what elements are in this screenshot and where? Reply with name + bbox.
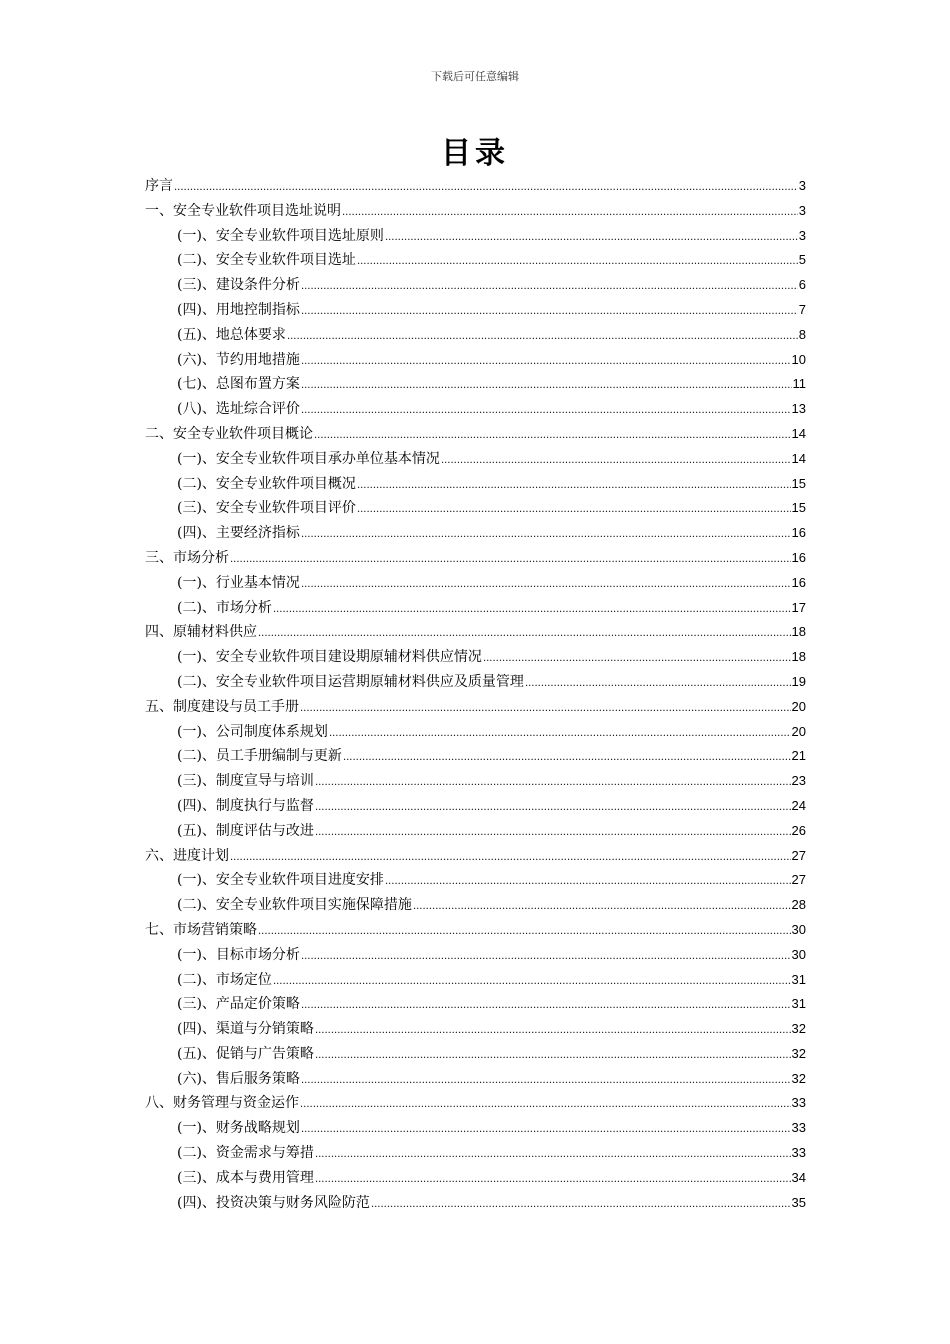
toc-dot-leader xyxy=(301,374,792,399)
toc-entry-label: (七)、总图布置方案 xyxy=(177,376,300,393)
toc-entry-label: 六、进度计划 xyxy=(145,847,229,864)
toc-entry-label: (六)、节约用地措施 xyxy=(177,351,300,368)
toc-chapter-entry[interactable] xyxy=(145,695,806,720)
toc-section-entry[interactable] xyxy=(145,224,806,249)
toc-section-entry[interactable] xyxy=(145,348,806,373)
toc-entry-label: (二)、安全专业软件项目运营期原辅材料供应及质量管理 xyxy=(177,673,524,690)
toc-page-number: 31 xyxy=(791,996,806,1012)
toc-chapter-entry[interactable] xyxy=(145,844,806,869)
toc-page-number: 14 xyxy=(791,450,806,466)
toc-dot-leader xyxy=(441,449,791,474)
toc-page-number: 11 xyxy=(792,376,806,392)
toc-page-number: 32 xyxy=(791,1045,806,1061)
toc-section-entry[interactable] xyxy=(145,744,806,769)
toc-entry-label: (八)、选址综合评价 xyxy=(177,401,300,418)
toc-dot-leader xyxy=(301,945,791,970)
toc-page-number: 3 xyxy=(798,227,806,243)
toc-dot-leader xyxy=(315,1168,791,1193)
toc-section-entry[interactable] xyxy=(145,992,806,1017)
toc-dot-leader xyxy=(315,796,791,821)
toc-section-entry[interactable] xyxy=(145,248,806,273)
toc-section-entry[interactable] xyxy=(145,571,806,596)
toc-chapter-entry[interactable] xyxy=(145,1091,806,1116)
toc-section-entry[interactable] xyxy=(145,1191,806,1216)
toc-dot-leader xyxy=(301,994,791,1019)
toc-chapter-entry[interactable] xyxy=(145,546,806,571)
toc-page-number: 21 xyxy=(791,748,806,764)
toc-chapter-entry[interactable] xyxy=(145,199,806,224)
toc-entry-label: (二)、安全专业软件项目概况 xyxy=(177,475,356,492)
toc-section-entry[interactable] xyxy=(145,769,806,794)
toc-section-entry[interactable] xyxy=(145,1017,806,1042)
toc-dot-leader xyxy=(385,226,798,251)
toc-dot-leader xyxy=(301,1118,791,1143)
toc-dot-leader xyxy=(342,201,798,226)
toc-section-entry[interactable] xyxy=(145,372,806,397)
toc-page-number: 5 xyxy=(798,252,806,268)
toc-page-number: 32 xyxy=(791,1070,806,1086)
toc-section-entry[interactable] xyxy=(145,273,806,298)
toc-page-number: 33 xyxy=(791,1145,806,1161)
toc-section-entry[interactable] xyxy=(145,1166,806,1191)
toc-section-entry[interactable] xyxy=(145,447,806,472)
toc-section-entry[interactable] xyxy=(145,472,806,497)
toc-section-entry[interactable] xyxy=(145,819,806,844)
toc-entry-label: (三)、产品定价策略 xyxy=(177,996,300,1013)
toc-dot-leader xyxy=(301,1069,791,1094)
toc-section-entry[interactable] xyxy=(145,1067,806,1092)
toc-page-number: 30 xyxy=(791,946,806,962)
toc-page-number: 32 xyxy=(791,1021,806,1037)
toc-page-number: 16 xyxy=(791,549,806,565)
toc-entry-label: (二)、员工手册编制与更新 xyxy=(177,748,342,765)
toc-entry-label: 一、安全专业软件项目选址说明 xyxy=(145,202,341,219)
toc-page-number: 28 xyxy=(791,897,806,913)
toc-page-number: 17 xyxy=(791,599,806,615)
toc-section-entry[interactable] xyxy=(145,397,806,422)
toc-page-number: 16 xyxy=(791,525,806,541)
toc-dot-leader xyxy=(315,1143,791,1168)
toc-section-entry[interactable] xyxy=(145,670,806,695)
toc-entry-label: 七、市场营销策略 xyxy=(145,921,257,938)
toc-entry-label: (四)、渠道与分销策略 xyxy=(177,1021,314,1038)
toc-entry-label: (四)、投资决策与财务风险防范 xyxy=(177,1194,370,1211)
toc-entry-label: (一)、安全专业软件项目建设期原辅材料供应情况 xyxy=(177,649,482,666)
toc-entry-label: 八、财务管理与资金运作 xyxy=(145,1095,299,1112)
toc-page-number: 23 xyxy=(791,773,806,789)
toc-entry-label: (四)、制度执行与监督 xyxy=(177,797,314,814)
toc-page-number: 3 xyxy=(798,178,806,193)
toc-page-number: 8 xyxy=(798,326,806,342)
toc-dot-leader xyxy=(301,300,798,325)
toc-entry-label: (二)、安全专业软件项目选址 xyxy=(177,252,356,269)
toc-dot-leader xyxy=(315,771,791,796)
toc-section-entry[interactable] xyxy=(145,298,806,323)
toc-entry-label: 序言 xyxy=(145,178,173,194)
toc-dot-leader xyxy=(413,895,791,920)
toc-dot-leader xyxy=(315,1044,791,1069)
toc-dot-leader xyxy=(273,970,791,995)
toc-page-number: 35 xyxy=(791,1194,806,1210)
toc-section-entry[interactable] xyxy=(145,968,806,993)
toc-section-entry[interactable] xyxy=(145,596,806,621)
toc-entry-label: (二)、市场定位 xyxy=(177,971,272,988)
toc-entry-label: (五)、促销与广告策略 xyxy=(177,1045,314,1062)
toc-chapter-entry[interactable] xyxy=(145,174,806,199)
toc-dot-leader xyxy=(300,697,791,722)
toc-page-number: 34 xyxy=(791,1169,806,1185)
toc-page-number: 33 xyxy=(791,1120,806,1136)
toc-entry-label: (一)、公司制度体系规划 xyxy=(177,723,328,740)
toc-section-entry[interactable] xyxy=(145,794,806,819)
toc-entry-label: (二)、安全专业软件项目实施保障措施 xyxy=(177,897,412,914)
toc-dot-leader xyxy=(174,176,798,201)
toc-section-entry[interactable] xyxy=(145,323,806,348)
toc-dot-leader xyxy=(385,870,791,895)
toc-page-number: 3 xyxy=(798,202,806,218)
toc-page-number: 15 xyxy=(791,500,806,516)
toc-dot-leader xyxy=(301,350,791,375)
toc-dot-leader xyxy=(301,573,791,598)
toc-entry-label: (三)、安全专业软件项目评价 xyxy=(177,500,356,517)
toc-page-number: 16 xyxy=(791,574,806,590)
toc-entry-label: (二)、市场分析 xyxy=(177,599,272,616)
toc-entry-label: (五)、地总体要求 xyxy=(177,326,286,343)
toc-title: 目录 xyxy=(441,136,509,171)
toc-page-number: 10 xyxy=(791,351,806,367)
toc-entry-label: (一)、行业基本情况 xyxy=(177,574,300,591)
toc-page-number: 19 xyxy=(791,673,806,689)
toc-dot-leader xyxy=(357,498,791,523)
toc-dot-leader xyxy=(230,548,791,573)
toc-section-entry[interactable] xyxy=(145,943,806,968)
toc-dot-leader xyxy=(483,647,791,672)
toc-dot-leader xyxy=(329,722,791,747)
toc-section-entry[interactable] xyxy=(145,521,806,546)
toc-entry-label: (一)、目标市场分析 xyxy=(177,946,300,963)
toc-dot-leader xyxy=(273,598,791,623)
toc-page-number: 27 xyxy=(791,872,806,888)
toc-entry-label: 四、原辅材料供应 xyxy=(145,624,257,641)
toc-dot-leader xyxy=(258,622,791,647)
toc-chapter-entry[interactable] xyxy=(145,422,806,447)
toc-entry-label: 二、安全专业软件项目概论 xyxy=(145,425,313,442)
toc-dot-leader xyxy=(315,1019,791,1044)
toc-dot-leader xyxy=(230,846,791,871)
toc-dot-leader xyxy=(314,424,791,449)
toc-page-number: 26 xyxy=(791,822,806,838)
toc-page-number: 31 xyxy=(791,971,806,987)
toc-section-entry[interactable] xyxy=(145,1116,806,1141)
toc-section-entry[interactable] xyxy=(145,893,806,918)
toc-page-number: 27 xyxy=(791,847,806,863)
toc-entry-label: (一)、财务战略规划 xyxy=(177,1120,300,1137)
toc-entry-label: (一)、安全专业软件项目承办单位基本情况 xyxy=(177,450,440,467)
toc-page-number: 20 xyxy=(791,723,806,739)
table-of-contents xyxy=(145,174,806,1215)
toc-dot-leader xyxy=(357,250,798,275)
toc-entry-label: (一)、安全专业软件项目选址原则 xyxy=(177,227,384,244)
toc-section-entry[interactable] xyxy=(145,1141,806,1166)
toc-page-number: 13 xyxy=(791,401,806,417)
toc-page-number: 24 xyxy=(791,797,806,813)
toc-dot-leader xyxy=(343,746,791,771)
toc-page-number: 7 xyxy=(798,301,806,317)
toc-entry-label: (二)、资金需求与筹措 xyxy=(177,1145,314,1162)
toc-section-entry[interactable] xyxy=(145,645,806,670)
toc-dot-leader xyxy=(301,399,791,424)
toc-page-number: 18 xyxy=(791,649,806,665)
toc-entry-label: (六)、售后服务策略 xyxy=(177,1070,300,1087)
toc-section-entry[interactable] xyxy=(145,496,806,521)
toc-page-number: 18 xyxy=(791,624,806,640)
toc-page-number: 15 xyxy=(791,475,806,491)
toc-entry-label: 三、市场分析 xyxy=(145,549,229,566)
toc-section-entry[interactable] xyxy=(145,868,806,893)
toc-dot-leader xyxy=(315,821,791,846)
toc-dot-leader xyxy=(301,523,791,548)
toc-page-number: 14 xyxy=(791,425,806,441)
toc-page-number: 30 xyxy=(791,921,806,937)
toc-dot-leader xyxy=(300,1093,791,1118)
toc-dot-leader xyxy=(301,275,798,300)
toc-chapter-entry[interactable] xyxy=(145,620,806,645)
toc-entry-label: (三)、成本与费用管理 xyxy=(177,1169,314,1186)
toc-dot-leader xyxy=(258,920,791,945)
toc-dot-leader xyxy=(371,1193,791,1218)
toc-page-number: 6 xyxy=(798,277,806,293)
toc-chapter-entry[interactable] xyxy=(145,918,806,943)
toc-entry-label: (三)、建设条件分析 xyxy=(177,277,300,294)
header-note: 下载后可任意编辑 xyxy=(431,70,519,83)
toc-entry-label: 五、制度建设与员工手册 xyxy=(145,698,299,715)
toc-entry-label: (四)、用地控制指标 xyxy=(177,301,300,318)
toc-entry-label: (五)、制度评估与改进 xyxy=(177,822,314,839)
toc-entry-label: (一)、安全专业软件项目进度安排 xyxy=(177,872,384,889)
toc-section-entry[interactable] xyxy=(145,1042,806,1067)
toc-entry-label: (三)、制度宣导与培训 xyxy=(177,773,314,790)
toc-page-number: 20 xyxy=(791,698,806,714)
toc-dot-leader xyxy=(357,474,791,499)
toc-entry-label: (四)、主要经济指标 xyxy=(177,525,300,542)
toc-dot-leader xyxy=(287,325,798,350)
toc-section-entry[interactable] xyxy=(145,720,806,745)
toc-page-number: 33 xyxy=(791,1095,806,1111)
toc-dot-leader xyxy=(525,672,791,697)
